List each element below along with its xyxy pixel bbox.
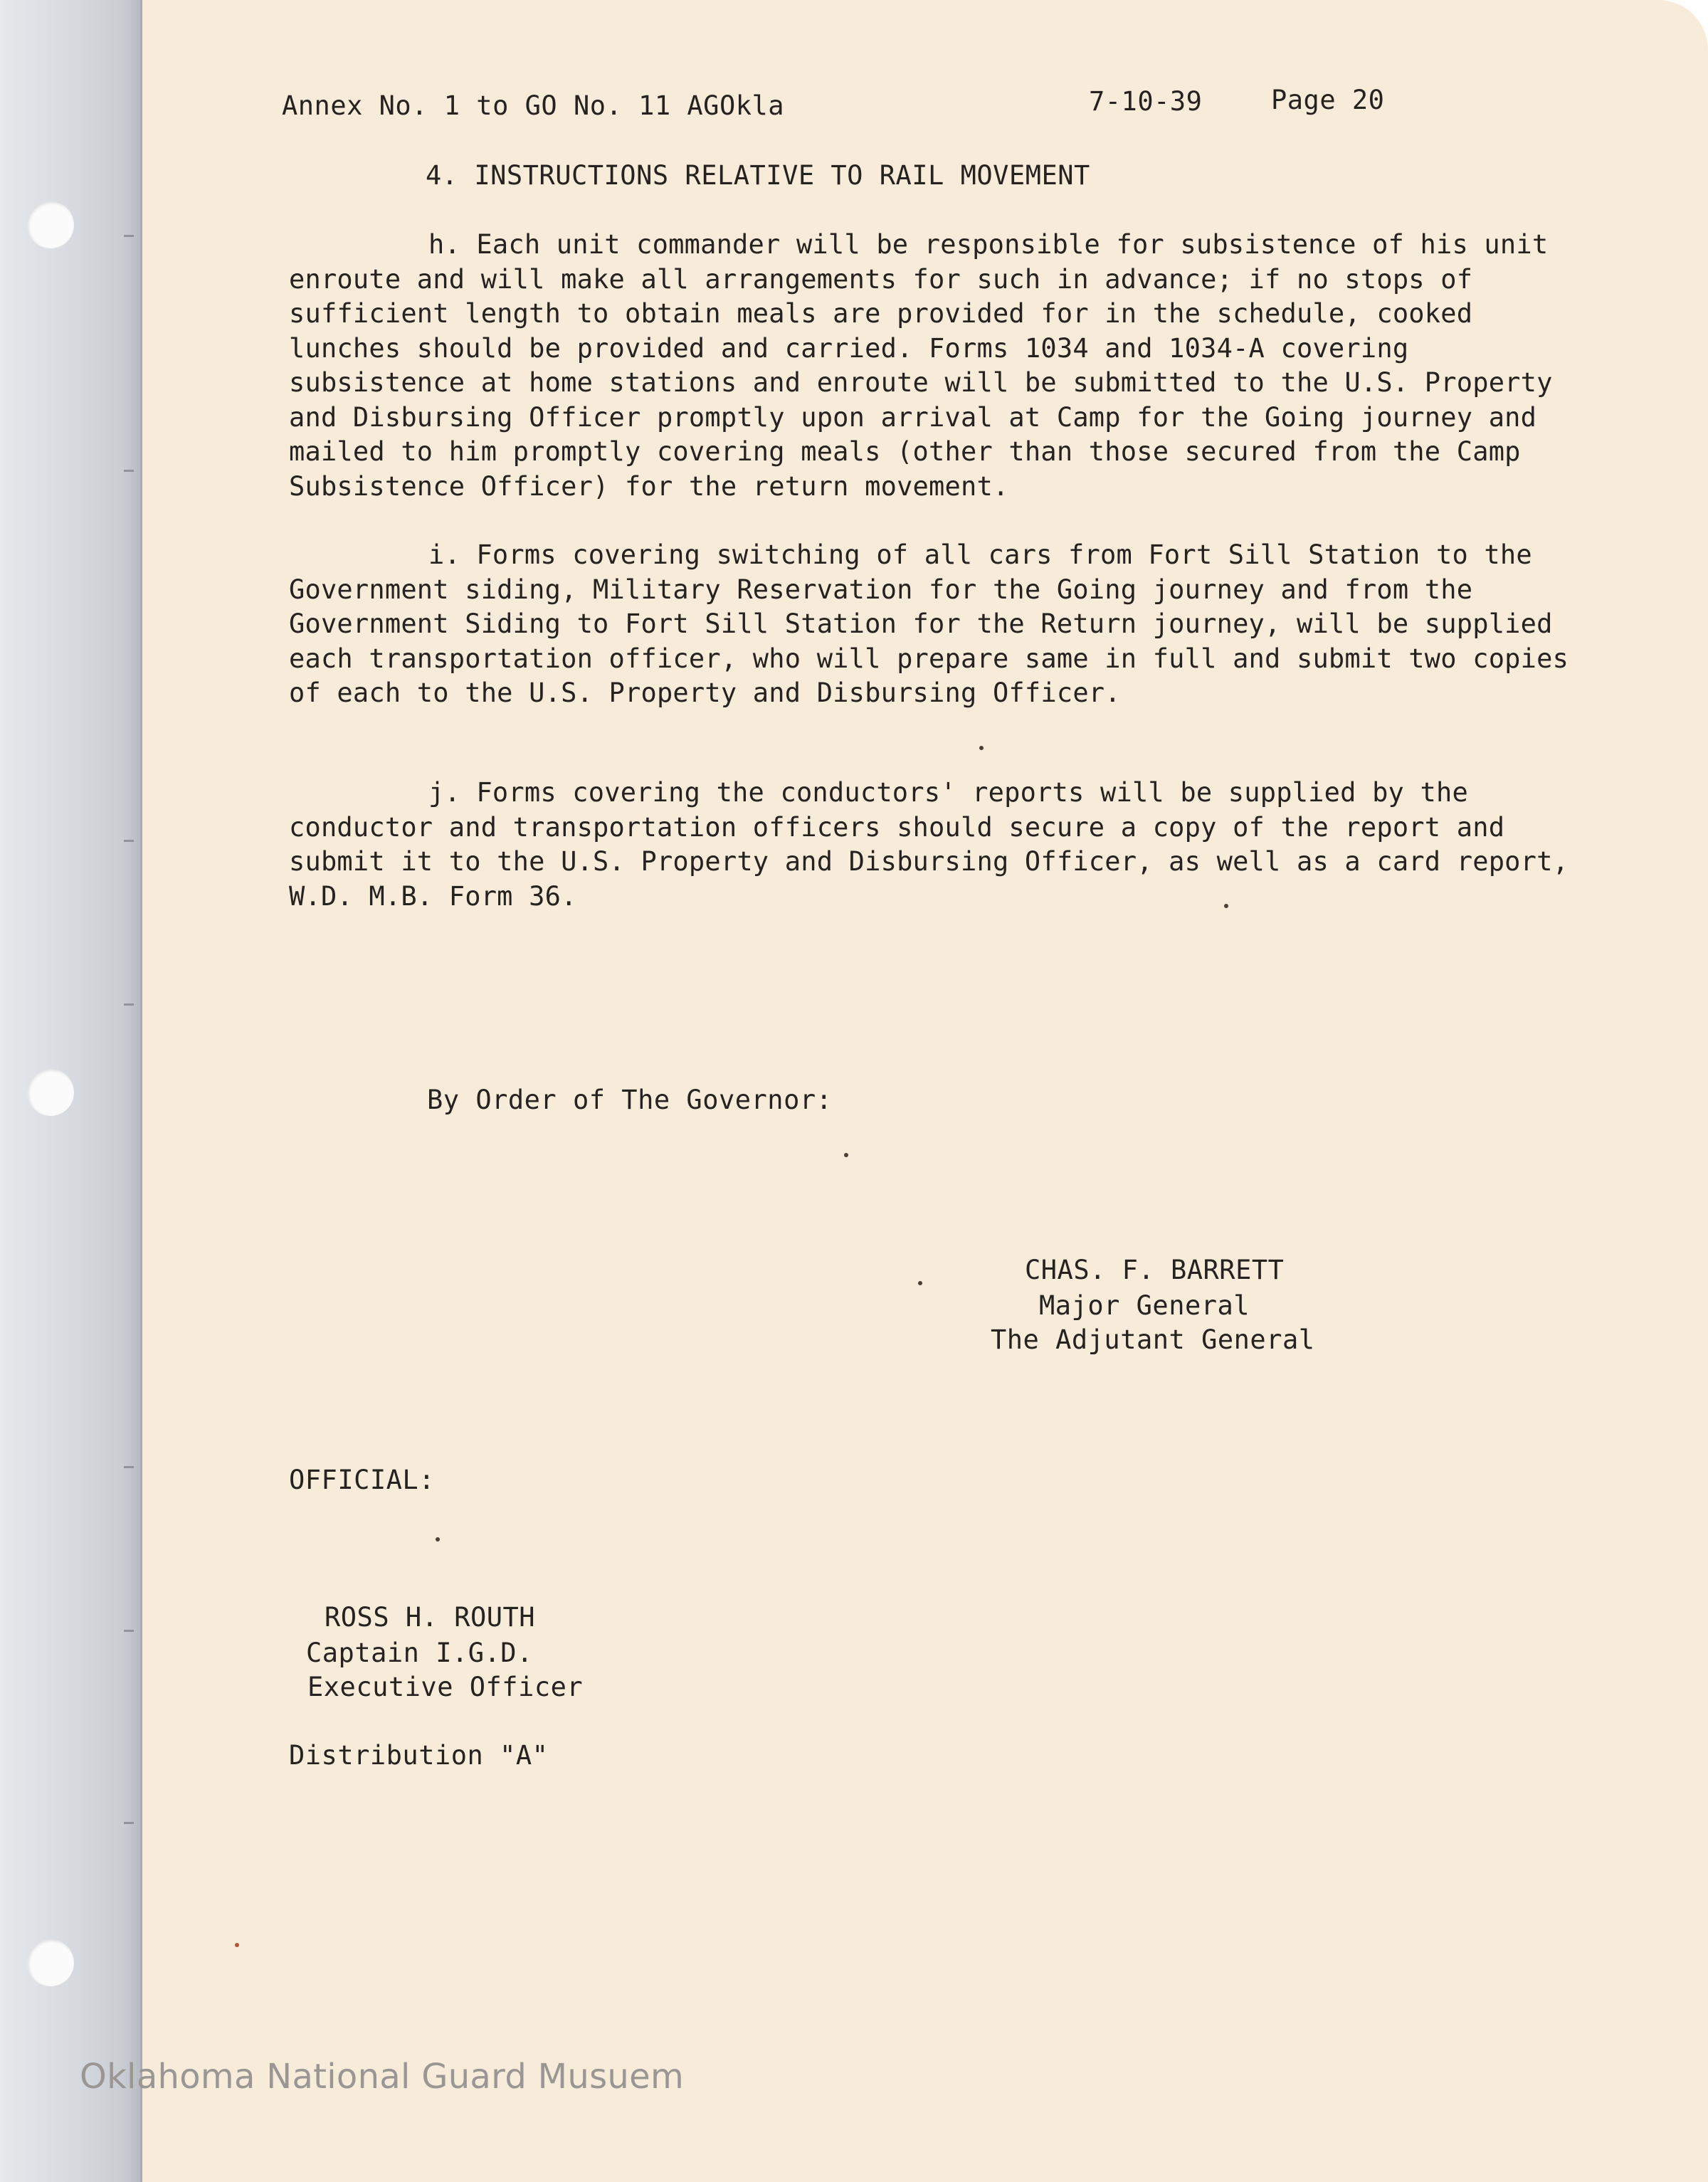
ink-speck: [979, 746, 984, 750]
signatory-rank: Major General: [1039, 1290, 1250, 1321]
binder-tick: [124, 1466, 134, 1468]
binder-tick: [124, 470, 134, 472]
binder-tick: [124, 1630, 134, 1632]
paragraph-i: i. Forms covering switching of all cars from Fort Sill Station to the Government siding, Military Reservation for the Going journey and from the Government Siding to Fort Sill Station for the Return journey, will be supplied each transportation officer, who will prepare same in full and submit two copies of each to the U.S. Property and Disbursing Officer.: [289, 539, 1569, 708]
annex-reference: Annex No. 1 to GO No. 11 AGOkla: [282, 90, 785, 121]
order-line: By Order of The Governor:: [427, 1085, 833, 1115]
official-name: ROSS H. ROUTH: [325, 1602, 536, 1633]
distribution-line: Distribution "A": [289, 1740, 549, 1771]
ink-speck: [1224, 904, 1228, 908]
binder-tick: [124, 1822, 134, 1824]
ink-speck: [436, 1537, 440, 1541]
ink-speck: [844, 1153, 848, 1157]
page-number: Page 20: [1271, 85, 1385, 115]
museum-watermark: Oklahoma National Guard Musuem: [80, 2057, 685, 2097]
binder-tick: [124, 840, 134, 842]
official-rank: Captain I.G.D.: [306, 1638, 533, 1668]
paragraph-h: h. Each unit commander will be responsible for subsistence of his unit enroute and will make all arrangements for such in advance; if no stops of sufficient length to obtain meals are provided for in the schedule, cooked lunches should be provided and carried. Forms 1034 and 1034-A covering subsistence at home stations and enroute will be submitted to the U.S. Property and Disbursing Officer promptly upon arrival at Camp for the Going journey and mailed to him promptly covering meals (other than those secured from the Camp Subsistence Officer) for the return movement.: [289, 229, 1553, 502]
signatory-name: CHAS. F. BARRETT: [1025, 1255, 1285, 1285]
official-label: OFFICIAL:: [289, 1465, 435, 1495]
paragraph-j: j. Forms covering the conductors' reports will be supplied by the conductor and transportation officers should secure a copy of the report and submit it to the U.S. Property and Disbursing Officer, as well as a card report, W.D. M.B. Form 36.: [289, 777, 1569, 912]
binder-tick: [124, 1003, 134, 1006]
document-date: 7-10-39: [1089, 86, 1203, 117]
binder-tick: [124, 235, 134, 237]
signatory-title: The Adjutant General: [991, 1324, 1315, 1355]
punch-hole-bottom: [27, 1939, 74, 1986]
official-title: Executive Officer: [307, 1672, 584, 1702]
ink-speck: [918, 1281, 922, 1285]
binder-strip: [0, 0, 142, 2182]
punch-hole-middle: [27, 1069, 74, 1116]
punch-hole-top: [27, 201, 74, 248]
section-title: 4. INSTRUCTIONS RELATIVE TO RAIL MOVEMENT: [426, 160, 1090, 191]
ink-speck: [235, 1943, 239, 1947]
